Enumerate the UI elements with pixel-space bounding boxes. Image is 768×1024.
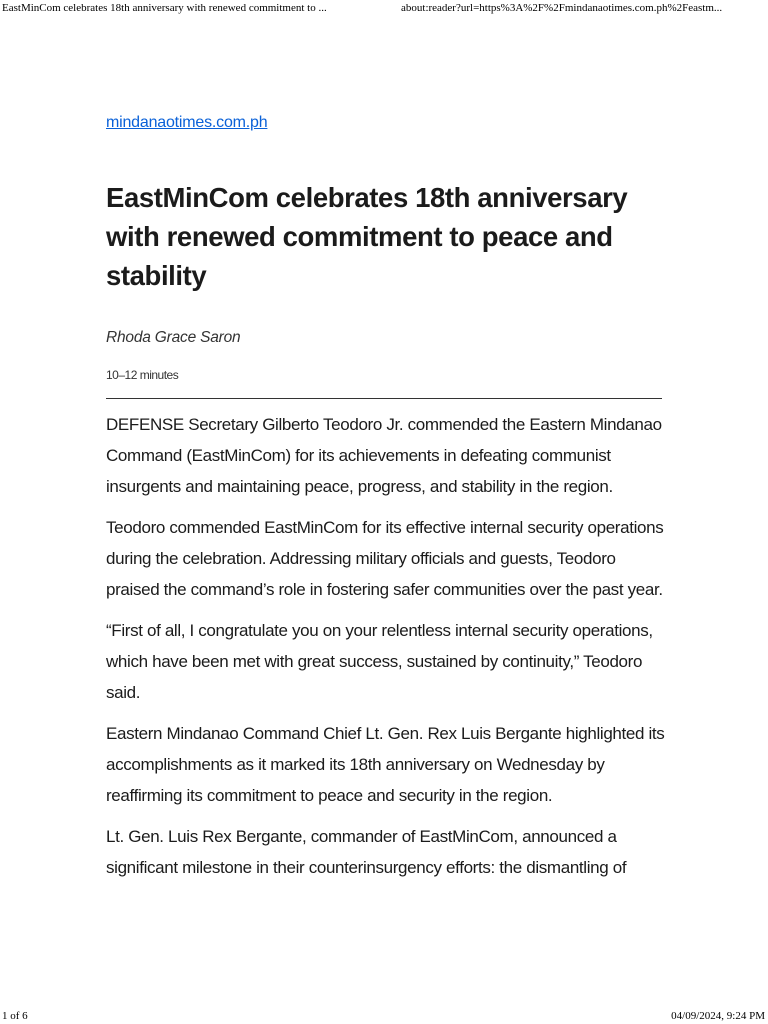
body-paragraph: Teodoro commended EastMinCom for its effective internal security operations during the celebration. Addressing military officials and guests, Teodoro praised the command’s role in fostering safer communities over the past year. — [106, 518, 664, 599]
body-paragraph: Lt. Gen. Luis Rex Bergante, commander of EastMinCom, announced a significant milestone in their counterinsurgency efforts: the dismantling of — [106, 827, 627, 877]
article-byline: Rhoda Grace Saron — [106, 329, 241, 346]
body-paragraph: “First of all, I congratulate you on your relentless internal security operations, which have been met with great success, sustained by continuity,” Teodoro said. — [106, 621, 653, 702]
print-header-title: EastMinCom celebrates 18th anniversary with renewed commitment to ... — [2, 2, 327, 14]
body-paragraph: DEFENSE Secretary Gilberto Teodoro Jr. commended the Eastern Mindanao Command (EastMinCom) for its achievements in defeating communist insurgents and maintaining peace, progress, and stability in the region. — [106, 415, 662, 496]
page-counter: 1 of 6 — [2, 1010, 28, 1022]
article-body — [106, 409, 666, 883]
print-header — [0, 0, 768, 18]
reading-time: 10–12 minutes — [106, 368, 179, 382]
print-header-url: about:reader?url=https%3A%2F%2Fmindanaotimes.com.ph%2Feastm... — [401, 2, 723, 14]
reader-article — [106, 114, 666, 893]
header-divider — [106, 398, 662, 399]
body-paragraph: Eastern Mindanao Command Chief Lt. Gen. Rex Luis Bergante highlighted its accomplishments as it marked its 18th anniversary on Wednesday by reaffirming its commitment to peace and security in the region. — [106, 724, 665, 805]
print-footer — [0, 1010, 768, 1024]
print-datetime: 04/09/2024, 9:24 PM — [671, 1010, 765, 1022]
article-headline: EastMinCom celebrates 18th anniversary with renewed commitment to peace and stability — [106, 182, 628, 291]
source-link[interactable]: mindanaotimes.com.ph — [106, 114, 268, 131]
